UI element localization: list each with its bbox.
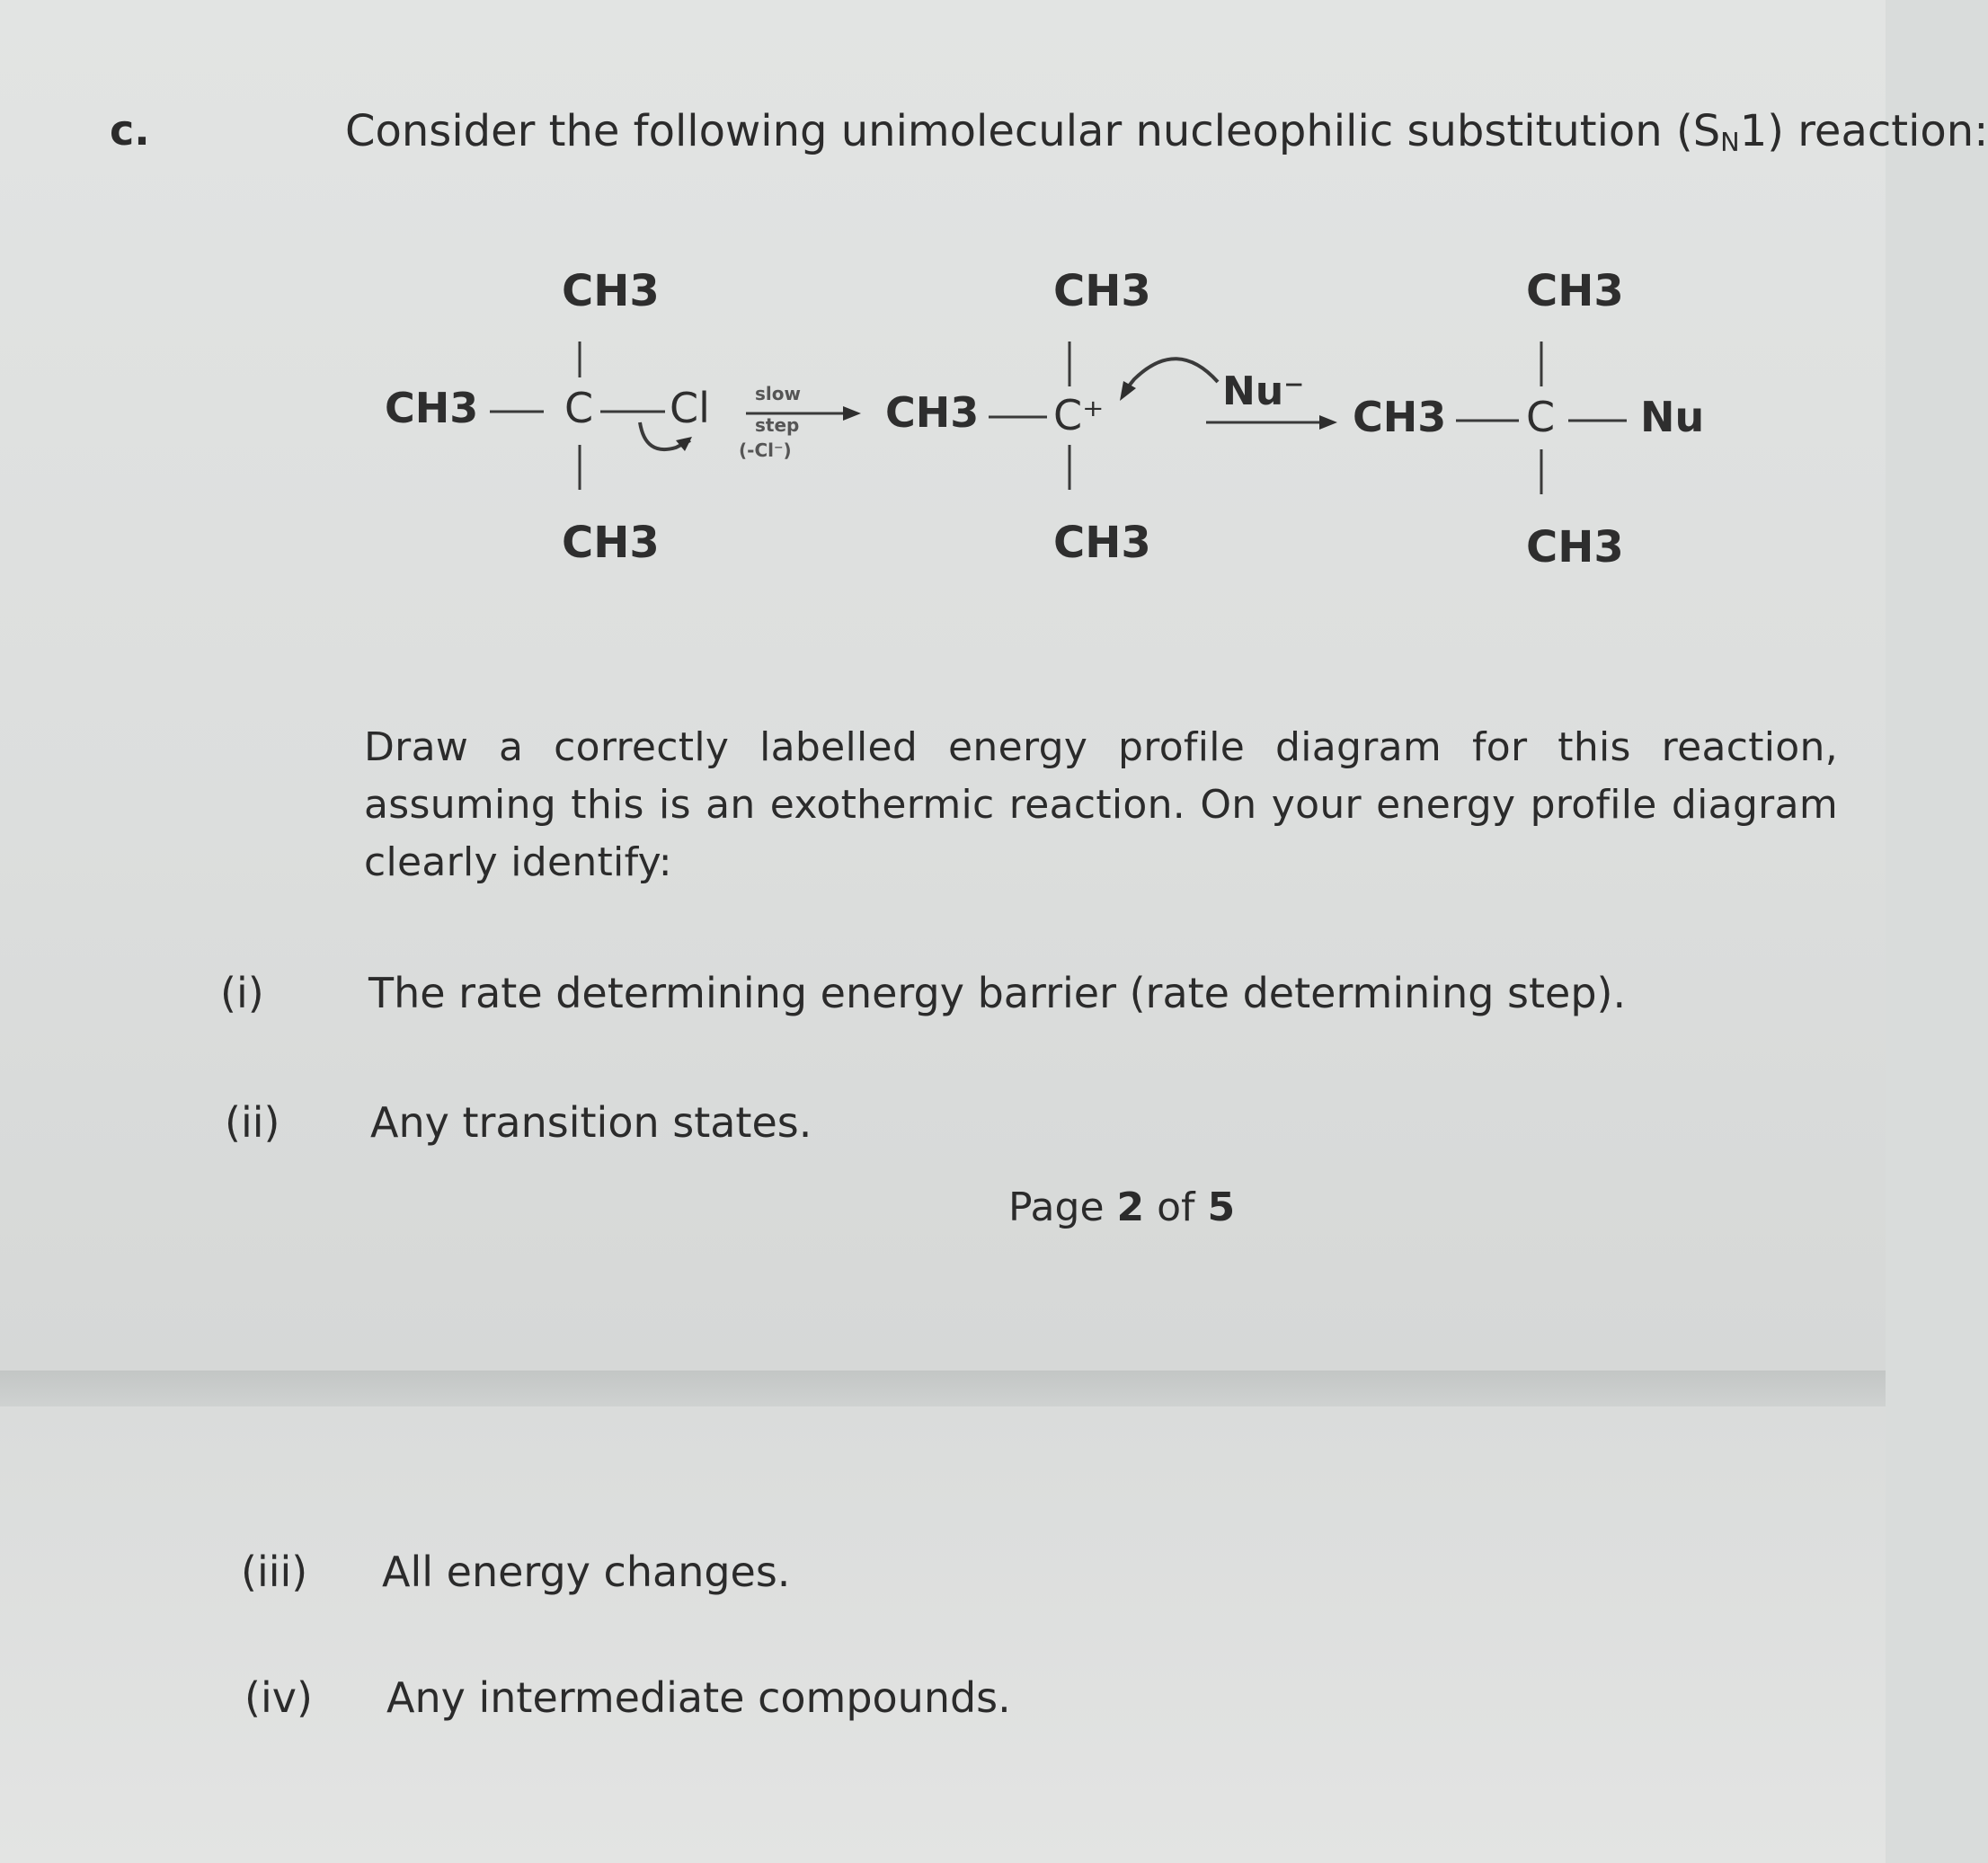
product-molecule xyxy=(1353,266,1704,572)
item-number-iii: (iii) xyxy=(241,1548,308,1596)
step-label-step: step xyxy=(755,414,800,436)
page-footer: Page 2 of 5 xyxy=(1008,1184,1236,1230)
item-number-iv: (iv) xyxy=(244,1673,313,1722)
nucleophile-label: Nu⁻ xyxy=(1222,368,1305,414)
reactant-center-carbon: C xyxy=(564,384,594,432)
intermediate-left-group: CH3 xyxy=(885,388,980,437)
intermediate-center-carbon: C⁺ xyxy=(1053,391,1105,439)
step-label-slow: slow xyxy=(755,383,801,404)
reactant-right-group: Cl xyxy=(670,384,710,432)
arrowhead-icon xyxy=(1319,415,1337,430)
page-separator xyxy=(0,1371,1886,1406)
product-top-group: CH3 xyxy=(1526,266,1624,316)
exam-page-2 xyxy=(0,1406,1886,1863)
reactant-molecule xyxy=(385,266,710,568)
product-bottom-group: CH3 xyxy=(1526,522,1624,572)
question-intro: Consider the following unimolecular nucleophilic substitution (SN1) reaction: xyxy=(345,106,1988,157)
intermediate-top-group: CH3 xyxy=(1053,266,1151,316)
step-label-leaving-group: (-Cl⁻) xyxy=(739,439,792,461)
nucleophile-attack-arrow-icon xyxy=(1127,359,1218,388)
nucleophile-step-arrow xyxy=(1206,368,1337,430)
item-text-ii: Any transition states. xyxy=(370,1098,812,1147)
instruction-paragraph: Draw a correctly labelled energy profile diagram for this reaction, assuming this is an exothermic reaction. On your energy profile diagram clearly identify: xyxy=(364,724,1838,885)
item-number-ii: (ii) xyxy=(225,1098,280,1147)
item-text-iii: All energy changes. xyxy=(382,1548,791,1596)
item-text-i: The rate determining energy barrier (rate determining step). xyxy=(368,969,1627,1017)
intermediate-bottom-group: CH3 xyxy=(1053,518,1151,568)
product-center-carbon: C xyxy=(1526,393,1556,441)
reactant-bottom-group: CH3 xyxy=(562,518,660,568)
item-text-iv: Any intermediate compounds. xyxy=(386,1673,1011,1722)
reactant-top-group: CH3 xyxy=(562,266,660,316)
product-right-group: Nu xyxy=(1640,393,1705,441)
sn1-reaction-scheme xyxy=(0,252,1886,611)
question-letter: c. xyxy=(110,106,150,155)
reactant-left-group: CH3 xyxy=(385,384,479,432)
slow-step-arrow xyxy=(739,383,861,461)
arrowhead-icon xyxy=(843,406,861,421)
item-number-i: (i) xyxy=(220,969,264,1017)
product-left-group: CH3 xyxy=(1353,393,1447,441)
carbocation-intermediate xyxy=(885,266,1218,568)
